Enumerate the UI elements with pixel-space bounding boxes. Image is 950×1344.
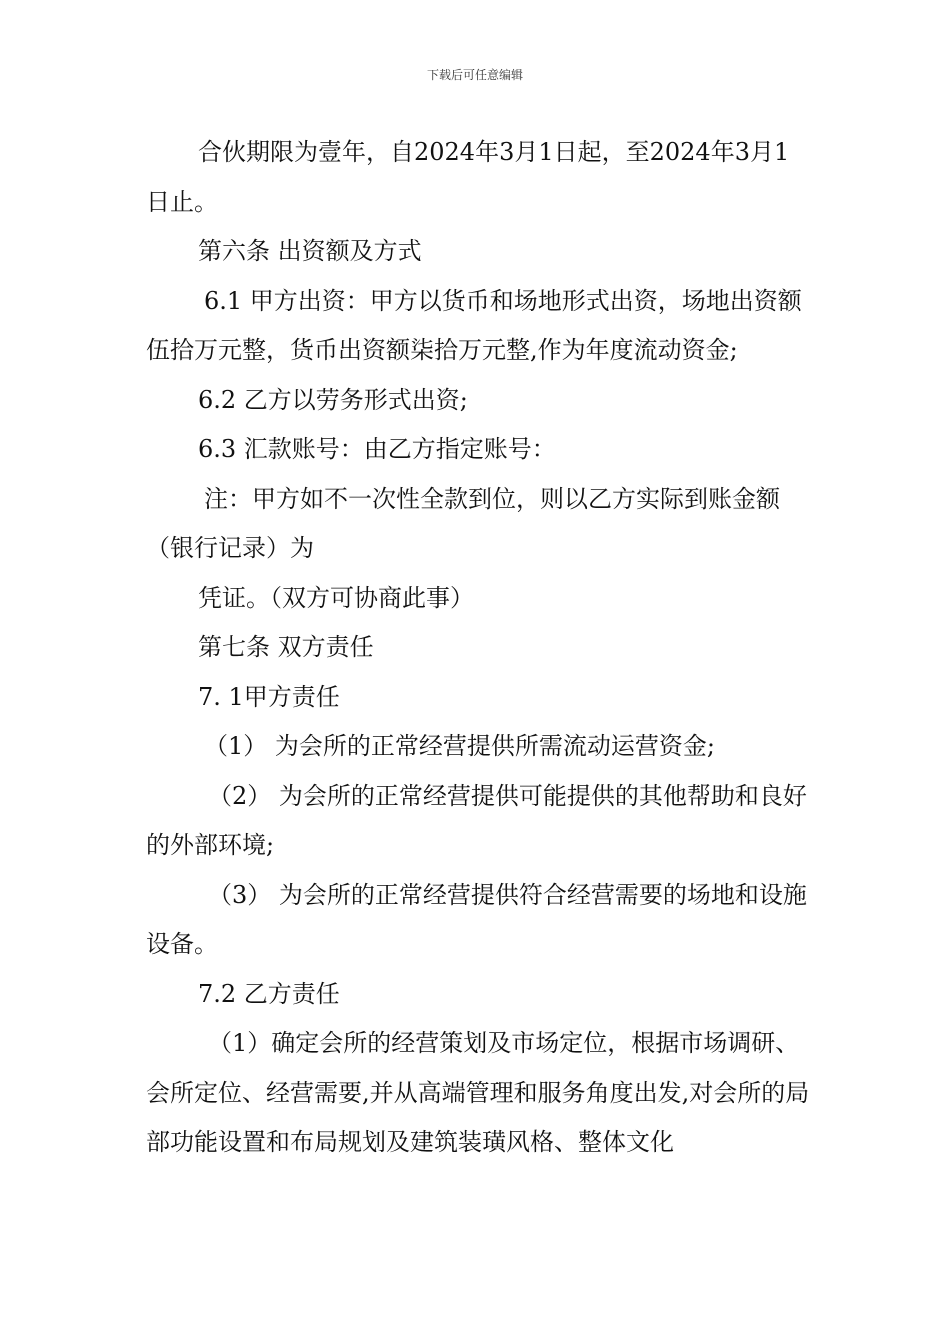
paragraph-6-1: 6.1 甲方出资：甲方以货币和场地形式出资，场地出资额伍拾万元整，货币出资额柒拾万元整,作为年度流动资金; xyxy=(146,286,802,364)
list-item-7-1-2: （2） 为会所的正常经营提供可能提供的其他帮助和良好的外部环境; xyxy=(146,781,807,859)
paragraph-6-2: 6.2 乙方以劳务形式出资; xyxy=(198,385,468,414)
heading-7-2: 7.2 乙方责任 xyxy=(198,979,340,1008)
heading-article-7: 第七条 双方责任 xyxy=(198,633,374,661)
heading-7-1: 7. 1甲方责任 xyxy=(198,682,340,711)
list-item-7-2-1: （1）确定会所的经营策划及市场定位，根据市场调研、会所定位、经营需要,并从高端管理和服务角度出发,对会所的局部功能设置和布局规划及建筑装璜风格、整体文化 xyxy=(146,1029,810,1156)
paragraph-6-3: 6.3 汇款账号：由乙方指定账号： xyxy=(198,435,556,463)
paragraph-note-cont: 凭证。（双方可协商此事） xyxy=(198,583,474,612)
list-item-7-1-3: （3） 为会所的正常经营提供符合经营需要的场地和设施设备。 xyxy=(146,880,807,958)
heading-article-6: 第六条 出资额及方式 xyxy=(198,237,422,265)
page-header: 下载后可任意编辑 xyxy=(426,68,523,82)
paragraph-partnership-term: 合伙期限为壹年，自2024年3月1日起，至2024年3月1日止。 xyxy=(146,138,790,216)
paragraph-note: 注：甲方如不一次性全款到位，则以乙方实际到账金额（银行记录）为 xyxy=(146,484,780,562)
document-body xyxy=(146,128,812,1168)
list-item-7-1-1: （1） 为会所的正常经营提供所需流动运营资金; xyxy=(204,732,715,760)
